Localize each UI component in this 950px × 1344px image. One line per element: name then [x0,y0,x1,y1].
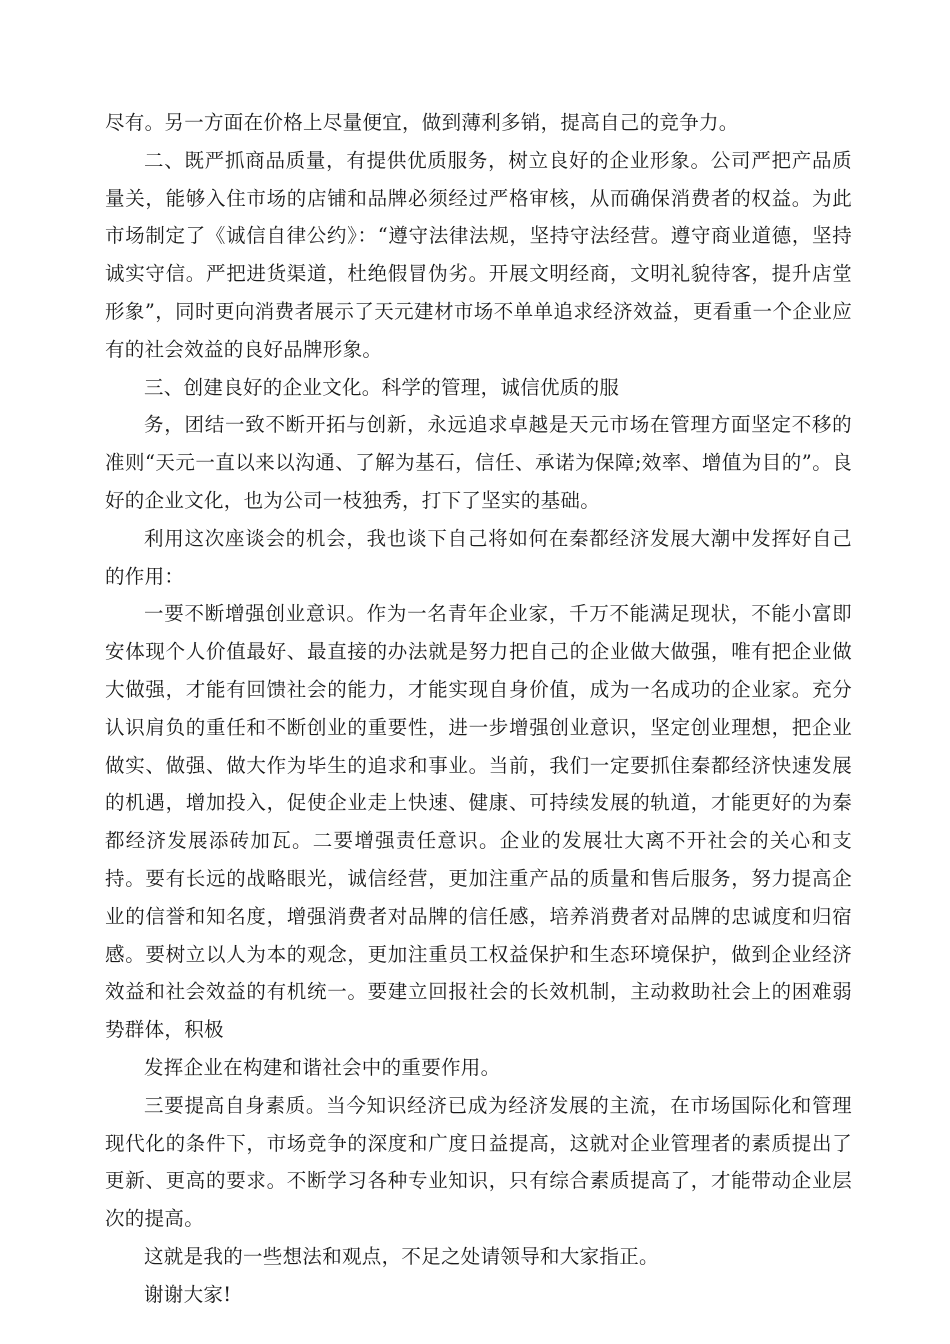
paragraph-entrepreneurship: 一要不断增强创业意识。作为一名青年企业家，千万不能满足现状，不能小富即安体现个人价值最好、最直接的办法就是努力把自己的企业做大做强，唯有把企业做大做强，才能有回馈社会的能力，才能实现自身价值，成为一名成功的企业家。充分认识肩负的重任和不断创业的重要性，进一步增强创业意识，坚定创业理想，把企业做实、做强、做大作为毕生的追求和事业。当前，我们一定要抓住秦都经济快速发展的机遇，增加投入，促使企业走上快速、健康、可持续发展的轨道，才能更好的为秦都经济发展添砖加瓦。二要增强责任意识。企业的发展壮大离不开社会的关心和支持。要有长远的战略眼光，诚信经营，更加注重产品的质量和售后服务，努力提高企业的信誉和知名度，增强消费者对品牌的信任感，培养消费者对品牌的忠诚度和归宿感。要树立以人为本的观念，更加注重员工权益保护和生态环境保护，做到企业经济效益和社会效益的有机统一。要建立回报社会的长效机制，主动救助社会上的困难弱势群体，积极 [105,602,852,1042]
paragraph-culture-heading: 三、创建良好的企业文化。科学的管理，诚信优质的服 [144,375,620,399]
paragraph-symposium: 利用这次座谈会的机会，我也谈下自己将如何在秦都经济发展大潮中发挥好自己的作用： [105,526,852,588]
paragraph-culture-body: 务，团结一致不断开拓与创新，永远追求卓越是天元市场在管理方面坚定不移的准则“天元一直以来以沟通、了解为基石，信任、承诺为保障;效率、增值为目的”。良好的企业文化，也为公司一枝独秀，打下了坚实的基础。 [105,413,852,512]
paragraph-continuation: 尽有。另一方面在价格上尽量便宜，做到薄利多销，提高自己的竞争力。 [105,111,739,134]
paragraph-quality-self: 三要提高自身素质。当今知识经济已成为经济发展的主流，在市场国际化和管理现代化的条件下，市场竞争的深度和广度日益提高，这就对企业管理者的素质提出了更新、更高的要求。不断学习各种专业知识，只有综合素质提高了，才能带动企业层次的提高。 [105,1093,852,1231]
paragraph-harmony: 发挥企业在构建和谐社会中的重要作用。 [144,1055,501,1079]
paragraph-quality-service: 二、既严抓商品质量，有提供优质服务，树立良好的企业形象。公司严把产品质量关，能够入住市场的店铺和品牌必须经过严格审核，从而确保消费者的权益。为此市场制定了《诚信自律公约》：“遵守法律法规，坚持守法经营。遵守商业道德，坚持诚实守信。严把进货渠道，杜绝假冒伪劣。开展文明经商，文明礼貌待客，提升店堂形象”，同时更向消费者展示了天元建材市场不单单追求经济效益，更看重一个企业应有的社会效益的良好品牌形象。 [105,148,852,361]
paragraph-thanks: 谢谢大家! [144,1282,232,1306]
paragraph-closing: 这就是我的一些想法和观点，不足之处请领导和大家指正。 [144,1244,659,1268]
